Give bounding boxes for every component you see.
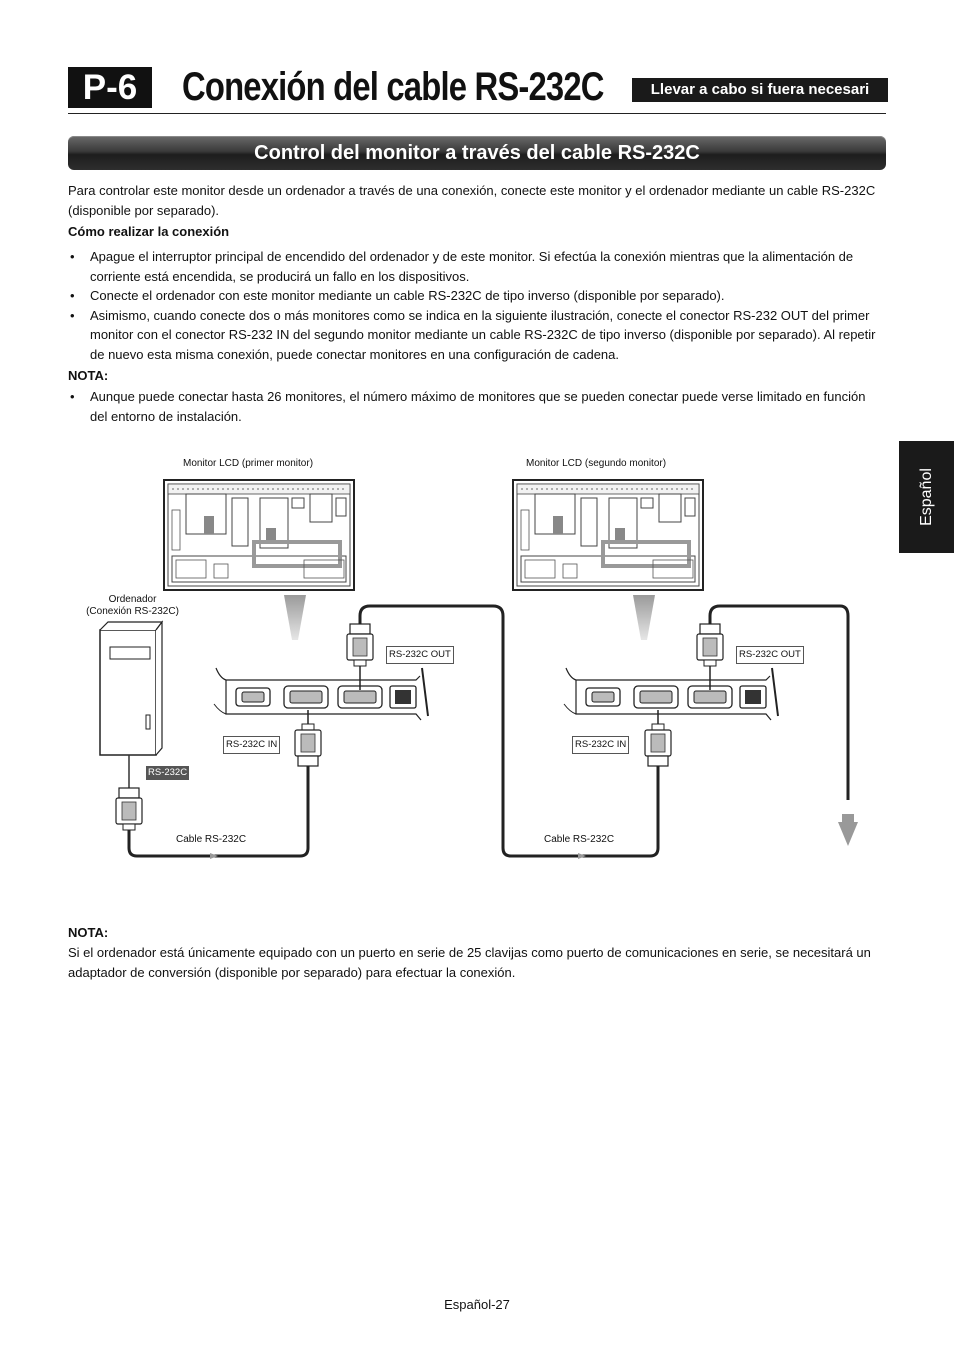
in-label-1: RS-232C IN [223, 736, 280, 754]
monitor-2-back [513, 480, 703, 590]
list-item: • Asimismo, cuando conecte dos o más monitores como se indica en la siguiente ilustración, conecte el conector RS-232 OUT del primer monitor con el conector RS-232 IN del segundo monitor mediante un cable RS-232C de tipo inverso (disponible por separado). Al repetir de nuevo esta misma conexión, puede conectar monitores en una configuración de cadena. [68, 306, 886, 365]
howto-heading: Cómo realizar la conexión [68, 224, 230, 239]
note-2-text: Si el ordenador está únicamente equipado con un puerto en serie de 25 clavijas como puerto de comunicaciones en serie, se necesitará un adaptador de conversión (disponible por separado) para efectuar la conexión. [68, 945, 871, 980]
note-2-heading: NOTA: [68, 925, 109, 940]
cable-3 [710, 606, 848, 800]
connection-diagram [0, 440, 954, 880]
out-plug-2 [697, 624, 723, 666]
cable-1-label: Cable RS-232C [176, 834, 247, 845]
optional-tag: Llevar a cabo si fuera necesari [632, 78, 888, 102]
list-item: • Aunque puede conectar hasta 26 monitores, el número máximo de monitores que se pueden conectar puede verse limitado en función del entorno de instalación. [68, 387, 886, 426]
continue-arrow [838, 814, 858, 846]
out-plug-1 [347, 624, 373, 666]
rs232c-label: RS-232C [148, 767, 188, 778]
section-badge: P-6 [68, 67, 152, 108]
zoom-arrow-2 [633, 595, 655, 640]
howto-list [68, 247, 886, 364]
connector-panel-1 [214, 668, 428, 720]
computer-plug [116, 788, 142, 830]
cable-2-label: Cable RS-232C [544, 834, 615, 845]
out-label-2: RS-232C OUT [736, 646, 804, 664]
page-title: Conexión del cable RS-232C [182, 65, 604, 109]
computer-label: Ordenador [108, 594, 157, 605]
monitor-1-label: Monitor LCD (primer monitor) [183, 458, 314, 469]
out-label-1: RS-232C OUT [386, 646, 454, 664]
list-item: • Apague el interruptor principal de encendido del ordenador y de este monitor. Si efectúa la conexión mientras que la alimentación de corriente está encendida, se producirá un fallo en los dispositivos. [68, 247, 886, 286]
header-divider [68, 113, 886, 114]
in-label-2: RS-232C IN [572, 736, 629, 754]
page-number: Español-27 [444, 1297, 510, 1312]
computer-conn-label: (Conexión RS-232C) [86, 606, 179, 617]
in-plug-2 [645, 724, 671, 766]
language-tab-label: Español [917, 468, 935, 526]
cable-2 [360, 606, 658, 856]
intro-paragraph: Para controlar este monitor desde un ordenador a través de una conexión, conecte este monitor y el ordenador mediante un cable RS-232C (disponible por separado). [68, 183, 876, 218]
monitor-1-back [164, 480, 354, 590]
zoom-arrow-1 [284, 595, 306, 640]
connector-panel-2 [564, 668, 778, 720]
monitor-2-label: Monitor LCD (segundo monitor) [526, 458, 667, 469]
note-heading: NOTA: [68, 368, 109, 383]
section-title: Control del monitor a través del cable RS-232C [254, 142, 700, 164]
in-plug-1 [295, 724, 321, 766]
note-list [68, 387, 886, 426]
computer-tower [100, 622, 162, 755]
list-item: • Conecte el ordenador con este monitor mediante un cable RS-232C de tipo inverso (disponible por separado). [68, 286, 886, 306]
